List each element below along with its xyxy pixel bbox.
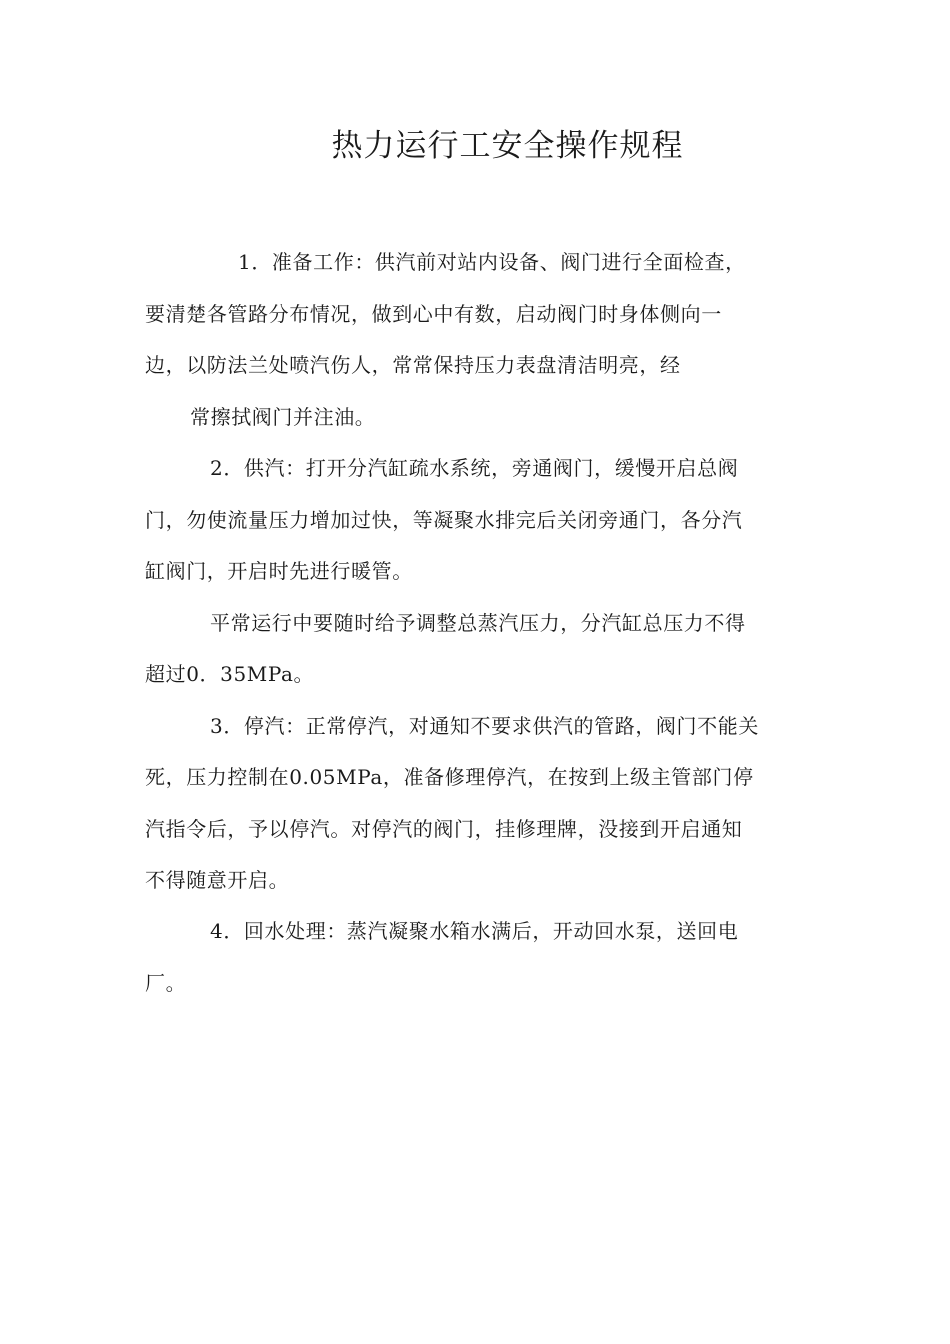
text-line: 缸阀门，开启时先进行暖管。 <box>145 559 413 583</box>
text-line: 3．停汽：正常停汽，对通知不要求供汽的管路，阀门不能关 <box>210 714 759 738</box>
text-line: 要清楚各管路分布情况，做到心中有数，启动阀门时身体侧向一 <box>145 302 722 326</box>
text-line: 2．供汽：打开分汽缸疏水系统，旁通阀门，缓慢开启总阀 <box>210 456 739 480</box>
text-line: 死，压力控制在0.05MPa，准备修理停汽，在按到上级主管部门停 <box>145 765 754 789</box>
text-line: 常擦拭阀门并注油。 <box>190 405 376 429</box>
text-line: 汽指令后，予以停汽。对停汽的阀门，挂修理牌，没接到开启通知 <box>145 817 743 841</box>
text-line: 厂。 <box>145 971 187 995</box>
text-line: 1．准备工作：供汽前对站内设备、阀门进行全面检查， <box>238 250 746 274</box>
text-line: 边，以防法兰处喷汽伤人，常常保持压力表盘清洁明亮，经 <box>145 353 681 377</box>
text-line: 不得随意开启。 <box>145 868 290 892</box>
document-title: 热力运行工安全操作规程 <box>331 128 684 164</box>
text-line: 超过0．35MPa。 <box>145 662 315 686</box>
text-line: 平常运行中要随时给予调整总蒸汽压力，分汽缸总压力不得 <box>210 611 746 635</box>
text-line: 门，勿使流量压力增加过快，等凝聚水排完后关闭旁通门，各分汽 <box>145 508 743 532</box>
text-line: 4．回水处理：蒸汽凝聚水箱水满后，开动回水泵，送回电 <box>210 919 739 943</box>
